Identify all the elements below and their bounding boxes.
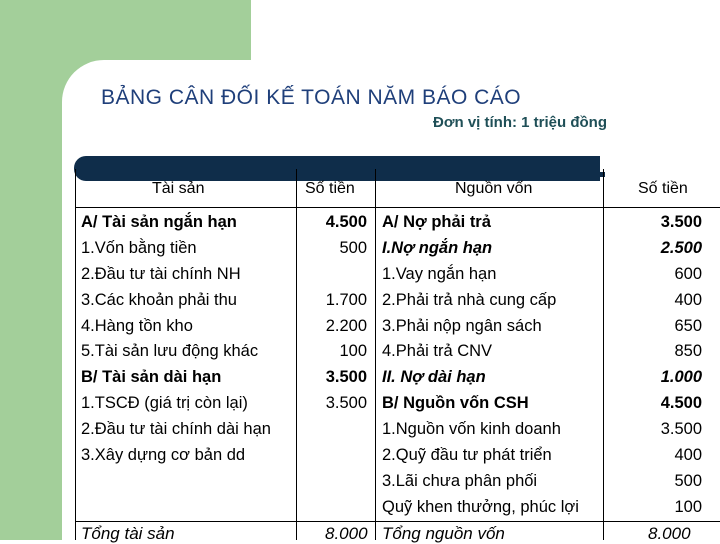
asset-row-label: 4.Hàng tồn kho	[81, 316, 193, 335]
asset-row-amount: 3.500	[325, 394, 367, 413]
header-amount-right: Số tiền	[638, 180, 688, 197]
source-row-label: 3.Phải nộp ngân sách	[382, 316, 542, 335]
asset-row-label: 3.Xây dựng cơ bản dd	[81, 446, 246, 465]
source-row-label: 1.Nguồn vốn kinh doanh	[382, 420, 561, 439]
header-amount-left: Số tiền	[305, 180, 355, 197]
source-row-label: Quỹ khen thưởng, phúc lợi	[382, 497, 579, 516]
source-row-amount: 3.500	[660, 213, 702, 231]
source-row-label: 2.Quỹ đầu tư phát triển	[382, 446, 552, 465]
sources-label-list	[382, 212, 600, 523]
asset-row-label: 3.Các khoản phải thu	[81, 290, 237, 309]
source-row-amount: 600	[674, 264, 702, 283]
asset-row-amount: 3.500	[325, 368, 367, 387]
source-row-label: 3.Lãi chưa phân phối	[382, 471, 538, 490]
source-row-label: A/ Nợ phải trả	[382, 213, 491, 231]
asset-row-label: B/ Tài sản dài hạn	[81, 368, 222, 387]
asset-row-amount: 4.500	[325, 213, 367, 231]
assets-amount-list	[297, 212, 367, 471]
source-row-label: I.Nợ ngắn hạn	[382, 238, 493, 257]
header-rule	[75, 207, 720, 208]
asset-row-amount: 100	[339, 342, 367, 361]
total-assets-label: Tổng tài sản	[81, 524, 175, 543]
header-sources: Nguồn vốn	[455, 180, 533, 197]
sources-amount-list	[604, 212, 702, 523]
asset-row-label: 2.Đầu tư tài chính dài hạn	[81, 420, 271, 439]
assets-label-list	[81, 212, 293, 471]
source-row-amount: 100	[674, 497, 702, 516]
unit-note: Đơn vị tính: 1 triệu đồng	[433, 114, 607, 131]
asset-row-label: 1.TSCĐ (giá trị còn lại)	[81, 394, 248, 413]
source-row-amount: 4.500	[660, 394, 702, 413]
table-border-left	[75, 169, 76, 540]
asset-row-label: 5.Tài sản lưu động khác	[81, 342, 259, 361]
total-sources-amount: 8.000	[648, 524, 691, 543]
source-row-label: II. Nợ dài hạn	[382, 368, 486, 387]
asset-row-label: 2.Đầu tư tài chính NH	[81, 264, 241, 283]
header-bar	[74, 156, 600, 181]
source-row-amount: 3.500	[660, 420, 702, 439]
asset-row-label: 1.Vốn bằng tiền	[81, 238, 197, 257]
asset-row-amount	[297, 264, 367, 290]
source-row-amount: 1.000	[660, 368, 702, 387]
total-sources-label: Tổng nguồn vốn	[382, 524, 505, 543]
source-row-label: 4.Phải trả CNV	[382, 342, 493, 361]
asset-row-amount: 1.700	[325, 290, 367, 309]
asset-row-amount: 500	[339, 238, 367, 257]
total-assets-amount: 8.000	[325, 524, 368, 543]
source-row-amount: 650	[674, 316, 702, 335]
source-row-amount: 500	[674, 471, 702, 490]
source-row-amount: 400	[674, 446, 702, 465]
asset-row-amount: 2.200	[325, 316, 367, 335]
source-row-amount: 400	[674, 290, 702, 309]
asset-row-amount	[297, 419, 367, 445]
slide-title: BẢNG CÂN ĐỐI KẾ TOÁN NĂM BÁO CÁO	[101, 86, 522, 109]
asset-row-label: A/ Tài sản ngắn hạn	[81, 213, 237, 231]
asset-row-amount	[297, 445, 367, 471]
source-row-amount: 850	[674, 342, 702, 361]
column-divider	[375, 169, 376, 540]
source-row-amount: 2.500	[660, 238, 702, 257]
header-assets: Tài sản	[152, 180, 205, 197]
source-row-label: B/ Nguồn vốn CSH	[382, 394, 529, 413]
source-row-label: 2.Phải trả nhà cung cấp	[382, 290, 557, 309]
source-row-label: 1.Vay ngắn hạn	[382, 264, 497, 283]
